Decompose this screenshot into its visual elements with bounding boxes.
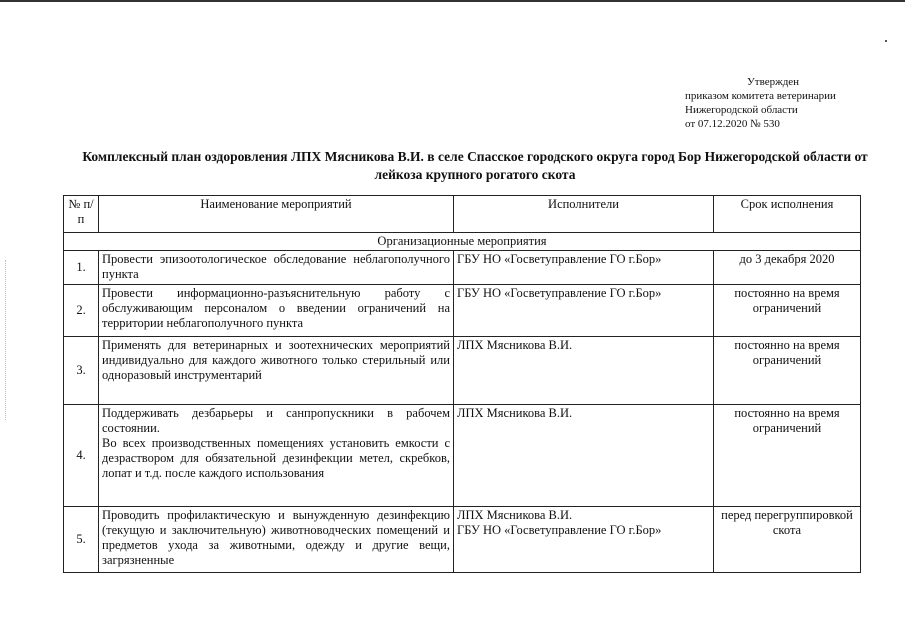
scan-margin-marks bbox=[5, 260, 9, 420]
row-term: постоянно на время ограничений bbox=[714, 285, 861, 337]
table-row bbox=[64, 507, 861, 573]
table-header-row bbox=[64, 196, 861, 233]
top-border-line bbox=[0, 0, 905, 7]
row-executor-1: ЛПХ Мясникова В.И. bbox=[457, 508, 573, 522]
row-executor: ГБУ НО «Госветуправление ГО г.Бор» bbox=[454, 285, 714, 337]
row-term: постоянно на время ограничений bbox=[714, 337, 861, 405]
row-num: 4. bbox=[64, 405, 99, 507]
table-row bbox=[64, 251, 861, 285]
row-action: Провести эпизоотологическое обследование неблагополучного пункта bbox=[99, 251, 454, 285]
header-executors: Исполнители bbox=[454, 196, 714, 233]
row-executor: ГБУ НО «Госветуправление ГО г.Бор» bbox=[454, 251, 714, 285]
row-term: до 3 декабря 2020 bbox=[714, 251, 861, 285]
row-action-part-1: Поддерживать дезбарьеры и санпропускники в рабочем состоянии. bbox=[102, 406, 450, 435]
document-title: Комплексный план оздоровления ЛПХ Мясникова В.И. в селе Спасское городского округа город Бор Нижегородской области от лейкоза крупного рогатого скота bbox=[82, 149, 868, 182]
row-num: 5. bbox=[64, 507, 99, 573]
row-action bbox=[99, 405, 454, 507]
row-action-part-2: Во всех производственных помещениях установить емкости с дезраствором для обязательной дезинфекции метел, скребков, лопат и т.д. после каждого использования bbox=[102, 436, 450, 480]
table-row bbox=[64, 405, 861, 507]
approval-line-2: приказом комитета ветеринарии bbox=[685, 90, 836, 102]
row-term: постоянно на время ограничений bbox=[714, 405, 861, 507]
table-row bbox=[64, 337, 861, 405]
approval-line-4: от 07.12.2020 № 530 bbox=[685, 118, 780, 130]
row-term: перед перегруппировкой скота bbox=[714, 507, 861, 573]
row-executor: ЛПХ Мясникова В.И. bbox=[454, 337, 714, 405]
header-action: Наименование мероприятий bbox=[99, 196, 454, 233]
plan-table bbox=[63, 195, 861, 573]
approval-stamp bbox=[685, 75, 836, 131]
section-row bbox=[64, 233, 861, 251]
row-executor: ЛПХ Мясникова В.И. bbox=[454, 405, 714, 507]
scan-speck bbox=[885, 40, 887, 42]
row-action: Проводить профилактическую и вынужденную дезинфекцию (текущую и заключительную) животноводческих помещений и предметов ухода за животными, одежду и другие вещи, загрязненные bbox=[99, 507, 454, 573]
approval-line-1: Утвержден bbox=[747, 76, 800, 88]
row-action: Применять для ветеринарных и зоотехнических мероприятий индивидуально для каждого животного только стерильный или одноразовый инструментарий bbox=[99, 337, 454, 405]
row-executors bbox=[454, 507, 714, 573]
table-row bbox=[64, 285, 861, 337]
row-executor-2: ГБУ НО «Госветуправление ГО г.Бор» bbox=[457, 523, 662, 537]
header-num: № п/п bbox=[64, 196, 99, 233]
header-term: Срок исполнения bbox=[714, 196, 861, 233]
row-action: Провести информационно-разъяснительную работу с обслуживающим персоналом о введении ограничений на территории неблагополучного пункта bbox=[99, 285, 454, 337]
row-num: 3. bbox=[64, 337, 99, 405]
approval-line-3: Нижегородской области bbox=[685, 104, 798, 116]
row-num: 1. bbox=[64, 251, 99, 285]
row-num: 2. bbox=[64, 285, 99, 337]
section-title: Организационные мероприятия bbox=[64, 233, 861, 251]
